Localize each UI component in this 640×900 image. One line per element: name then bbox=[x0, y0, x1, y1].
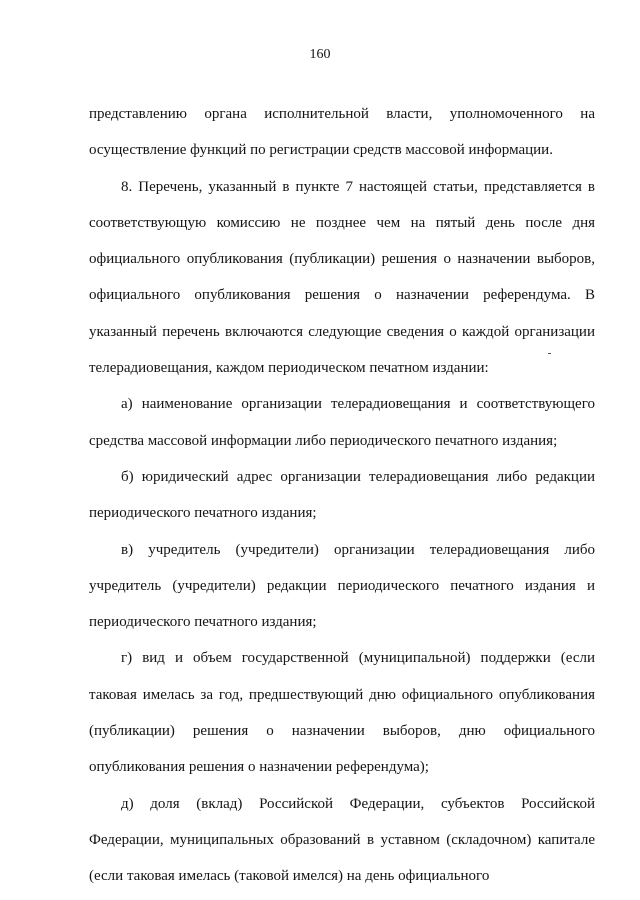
paragraph-subitem-b: б) юридический адрес организации телерадиовещания либо редакции периодического печатного издания; bbox=[89, 468, 595, 522]
page-number: 160 bbox=[309, 47, 331, 62]
document-body bbox=[89, 96, 595, 895]
scan-speck bbox=[548, 353, 551, 354]
paragraph-subitem-d: д) доля (вклад) Российской Федерации, субъектов Российской Федерации, муниципальных образований в уставном (складочном) капитале (если таковая имелась (таковой имелся) на день официального bbox=[89, 795, 595, 885]
paragraph-continuation: представлению органа исполнительной власти, уполномоченного на осуществление функций по регистрации средств массовой информации. bbox=[89, 106, 595, 159]
paragraph-subitem-g: г) вид и объем государственной (муниципальной) поддержки (если таковая имелась за год, предшествующий дню официального опубликования (публикации) решения о назначении выборов, дню официального опубликования решения о назначении референдума); bbox=[89, 650, 595, 776]
paragraph-item-8: 8. Перечень, указанный в пункте 7 настоящей статьи, представляется в соответствующую комиссию не позднее чем на пятый день после дня официального опубликования (публикации) решения о назначении выборов, официального опубликования решения о назначении референдума. В указанный перечень включаются следующие сведения о каждой организации телерадиовещания, каждом периодическом печатном издании: bbox=[89, 178, 595, 377]
paragraph-subitem-a: а) наименование организации телерадиовещания и соответствующего средства массовой информации либо периодического печатного издания; bbox=[89, 396, 595, 449]
paragraph-subitem-v: в) учредитель (учредители) организации телерадиовещания либо учредитель (учредители) редакции периодического печатного издания и периодического печатного издания; bbox=[89, 541, 595, 631]
